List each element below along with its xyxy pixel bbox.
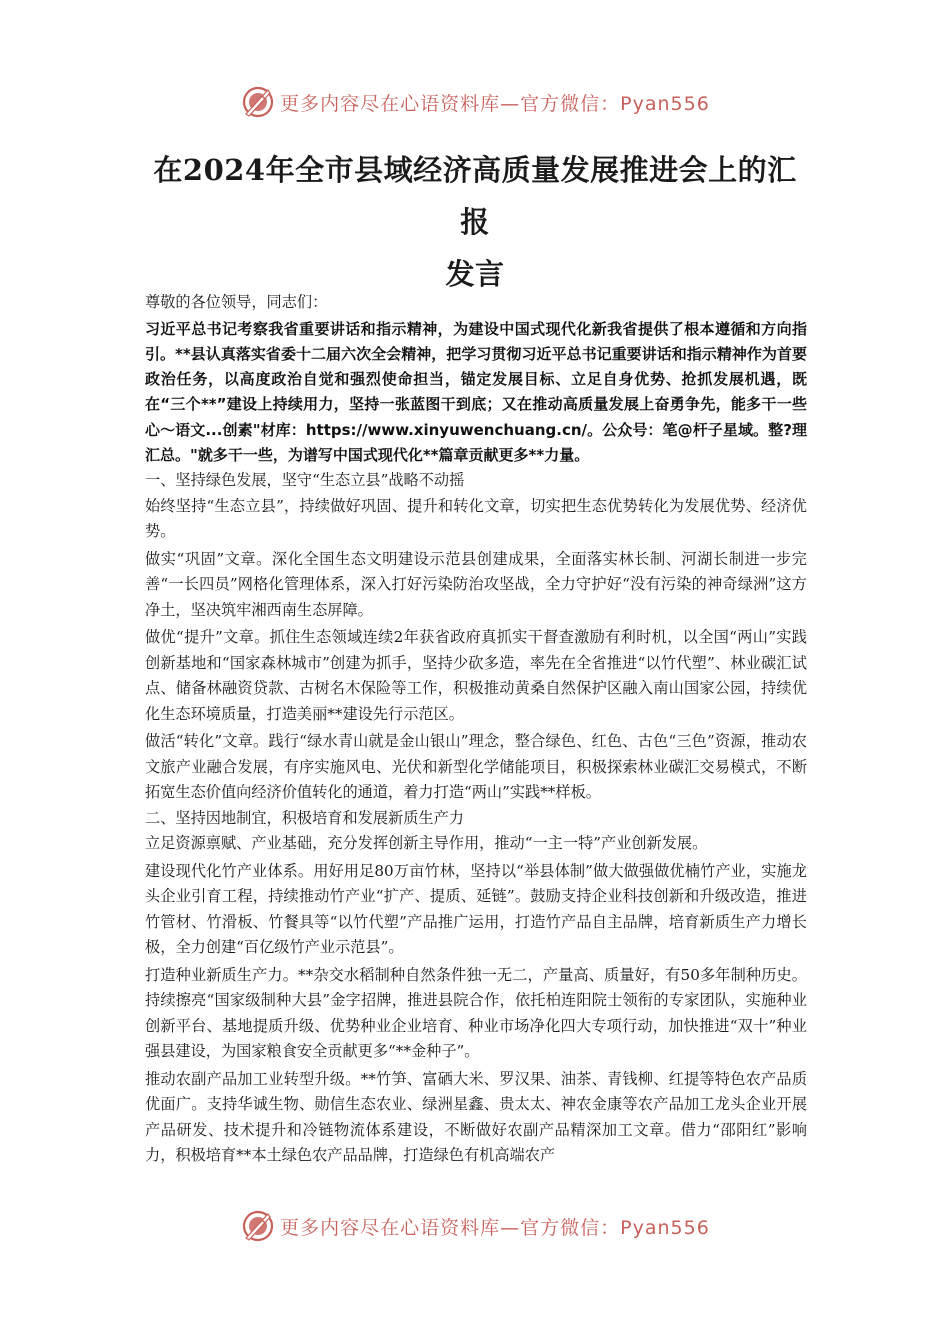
body-paragraph: 始终坚持“生态立县”，持续做好巩固、提升和转化文章，切实把生态优势转化为发展优势、经济优势。	[145, 496, 807, 541]
section-heading-1: 一、坚持绿色发展，坚守“生态立县”战略不动摇	[145, 471, 465, 490]
section-heading-2: 二、坚持因地制宜，积极培育和发展新质生产力	[145, 808, 464, 827]
watermark-text: 更多内容尽在心语资料库—官方微信：Pyan556	[280, 92, 710, 115]
body-paragraph: 建设现代化竹产业体系。用好用足80万亩竹林，坚持以“举县体制”做大做强做优楠竹产业，实施龙头企业引育工程，持续推动竹产业“扩产、提质、延链”。鼓励支持企业科技创新和升级改造，推进竹管材、竹滑板、竹餐具等“以竹代塑”产品推广运用，打造竹产品自主品牌，培育新质生产力增长极，全力创建“百亿级竹产业示范县”。	[145, 861, 807, 957]
body-paragraph: 推动农副产品加工业转型升级。**竹笋、富硒大米、罗汉果、油茶、青钱柳、红提等特色农产品质优面广。支持华诚生物、勋信生态农业、绿洲星鑫、贵太太、神农金康等农产品加工龙头企业开展产品研发、技术提升和冷链物流体系建设，不断做好农副产品精深加工文章。借力“邵阳红”影响力，积极培育**本土绿色农产品品牌，打造绿色有机高端农产	[145, 1069, 807, 1165]
salutation: 尊敬的各位领导，同志们：	[145, 293, 328, 311]
quill-seal-icon	[240, 84, 276, 120]
title-line-2: 发言	[445, 257, 505, 291]
document-body	[145, 290, 807, 1169]
title-line-1: 在2024年全市县域经济高质量发展推进会上的汇报	[153, 153, 797, 239]
quill-seal-icon	[240, 1208, 276, 1244]
document-title	[145, 144, 805, 300]
body-paragraph: 打造种业新质生产力。**杂交水稻制种自然条件独一无二，产量高、质量好，有50多年制种历史。持续擦亮“国家级制种大县”金字招牌，推进县院合作，依托柏连阳院士领衔的专家团队，实施种业创新平台、基地提质升级、优势种业企业培育、种业市场净化四大专项行动，加快推进“双十”种业强县建设，为国家粮食安全贡献更多“**金种子”。	[145, 965, 807, 1061]
watermark-text: 更多内容尽在心语资料库—官方微信：Pyan556	[280, 1216, 710, 1239]
watermark-footer	[0, 1206, 950, 1246]
watermark-header	[0, 82, 950, 122]
body-paragraph: 立足资源禀赋、产业基础，充分发挥创新主导作用，推动“一主一特”产业创新发展。	[145, 834, 708, 853]
body-paragraph: 做活“转化”文章。践行“绿水青山就是金山银山”理念，整合绿色、红色、古色“三色”资源，推动农文旅产业融合发展，有序实施风电、光伏和新型化学储能项目，积极探索林业碳汇交易模式，不断拓宽生态价值向经济价值转化的通道，着力打造“两山”实践**样板。	[145, 732, 807, 802]
body-paragraph: 做优“提升”文章。抓住生态领域连续2年获省政府真抓实干督查激励有利时机，以全国“两山”实践创新基地和“国家森林城市”创建为抓手，坚持少砍多造，率先在全省推进“以竹代塑”、林业碳汇试点、储备林融资贷款、古树名木保险等工作，积极推动黄桑自然保护区融入南山国家公园，持续优化生态环境质量，打造美丽**建设先行示范区。	[145, 628, 807, 723]
lead-paragraph: 习近平总书记考察我省重要讲话和指示精神，为建设中国式现代化新我省提供了根本遵循和方向指引。**县认真落实省委十二届六次全会精神，把学习贯彻习近平总书记重要讲话和指示精神作为首要政治任务，以高度政治自觉和强烈使命担当，锚定发展目标、立足自身优势、抢抓发展机遇，既在“三个**”建设上持续用力，坚持一张蓝图干到底；又在推动高质量发展上奋勇争先，能多干一些心～语文...创素"材库：https://www.xinyuwenchuang.cn/。公众号：笔@杆子星域。整?理汇总。"就多干一些，为谱写中国式现代化**篇章贡献更多**力量。	[145, 319, 807, 464]
body-paragraph: 做实“巩固”文章。深化全国生态文明建设示范县创建成果，全面落实林长制、河湖长制进一步完善“一长四员”网格化管理体系，深入打好污染防治攻坚战，全力守护好“没有污染的神奇绿洲”这方净土，坚决筑牢湘西南生态屏障。	[145, 549, 807, 619]
